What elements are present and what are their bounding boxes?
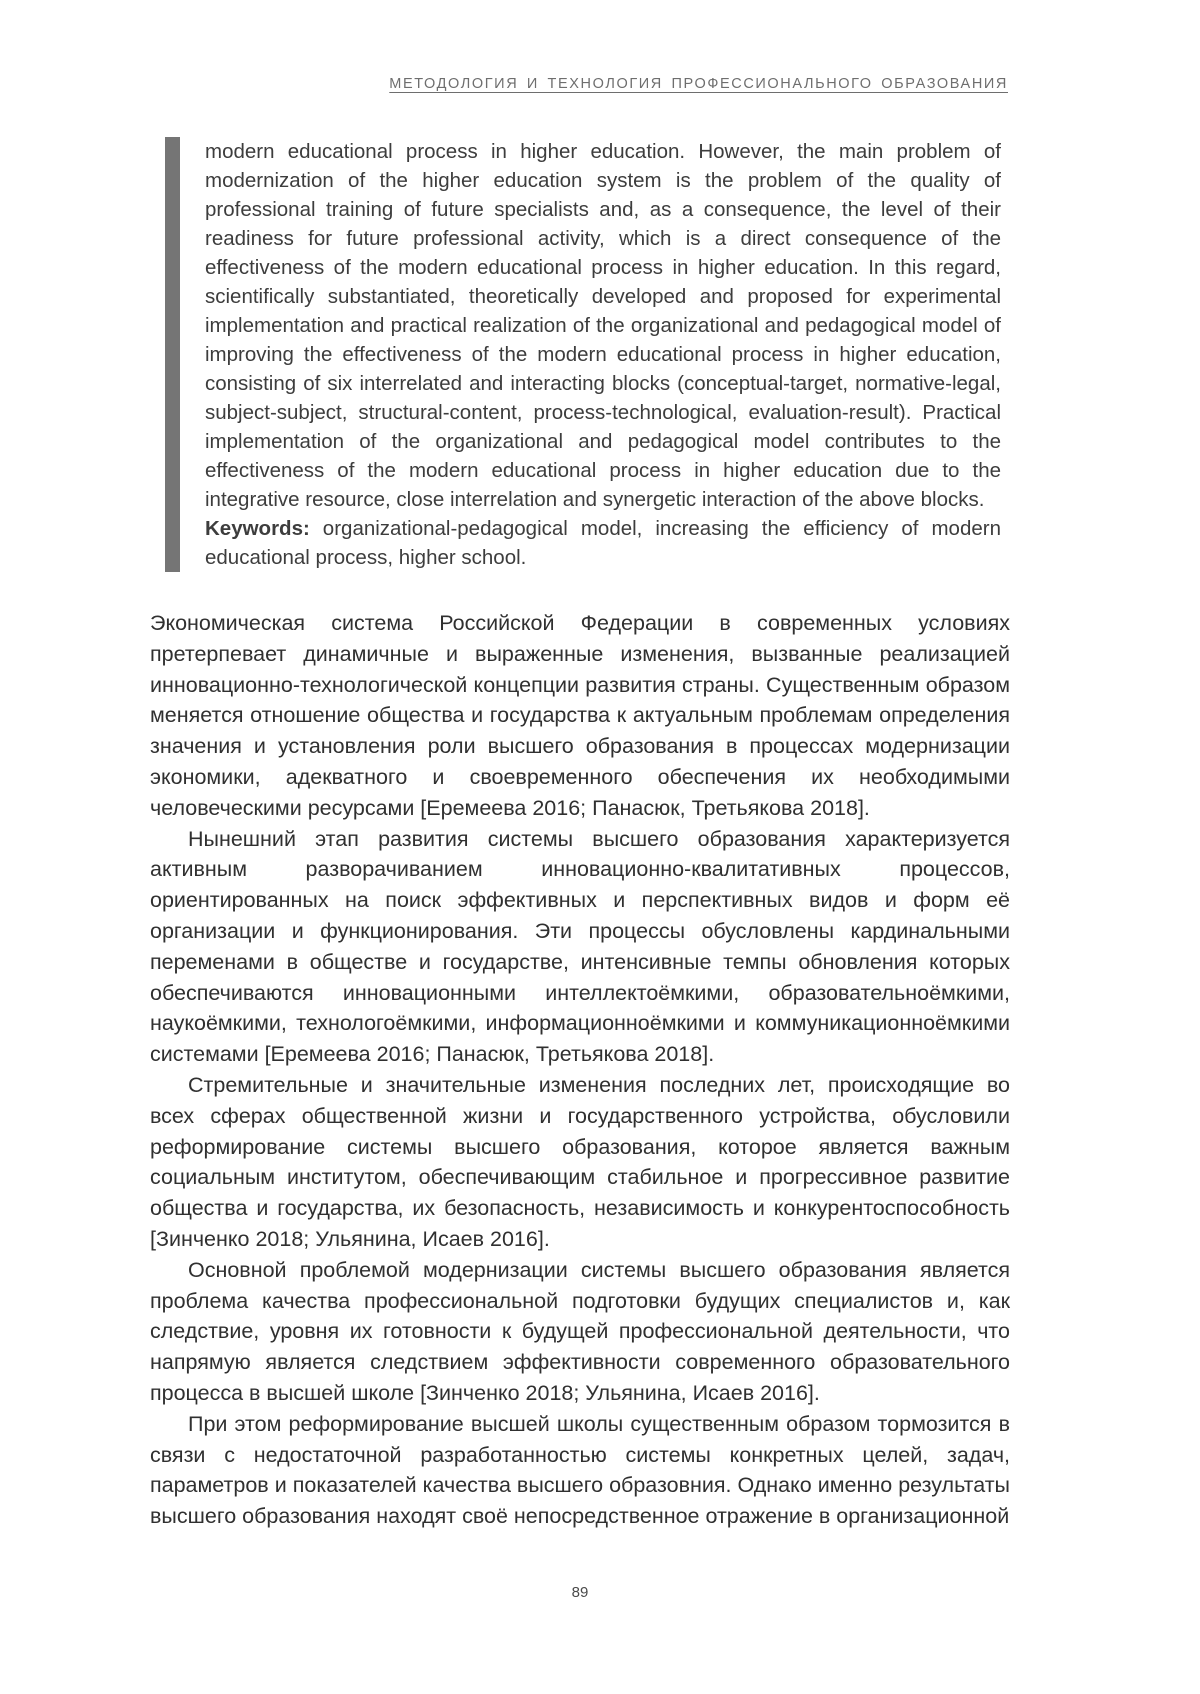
abstract-content [205,137,1001,572]
abstract-left-bar [165,137,180,572]
keywords-text: organizational-pedagogical model, increasing the efficiency of modern educational process, higher school. [205,517,1001,569]
keywords-label: Keywords: [205,517,310,540]
page-number: 89 [571,1584,589,1601]
body-paragraph: Экономическая система Российской Федерации в современных условиях претерпевает динамичные и выраженные изменения, вызванные реализацией инновационно-технологической концепции развития страны. Существенным образом меняется отношение общества и государства к актуальным проблемам определения значения и установления роли высшего образования в процессах модернизации экономики, адекватного и своевременного обеспечения их необходимыми человеческими ресурсами [Еремеева 2016; Панасюк, Третьякова 2018]. [150,611,1010,820]
body-paragraph: Стремительные и значительные изменения последних лет, происходящие во всех сферах общественной жизни и государственного устройства, обусловили реформирование системы высшего образования, которое является важным социальным институтом, обеспечивающим стабильное и прогрессивное развитие общества и государства, их безопасность, независимость и конкурентоспособность [Зинченко 2018; Ульянина, Исаев 2016]. [150,1072,1010,1251]
body-paragraph: При этом реформирование высшей школы существенным образом тормозится в связи с недостаточной разработанностью системы конкретных целей, задач, параметров и показателей качества высшего образовния. Однако именно результаты высшего образования находят своё непосредственное отражение в организационной [150,1411,1010,1529]
running-header: МЕТОДОЛОГИЯ И ТЕХНОЛОГИЯ ПРОФЕССИОНАЛЬНОГО ОБРАЗОВАНИЯ [389,76,1008,92]
body-paragraph: Основной проблемой модернизации системы высшего образования является проблема качества профессиональной подготовки будущих специалистов и, как следствие, уровня их готовности к будущей профессиональной деятельности, что напрямую является следствием эффективности современного образовательного процесса в высшей школе [Зинченко 2018; Ульянина, Исаев 2016]. [150,1257,1010,1405]
article-body [150,608,1010,1532]
keywords-line [205,514,1001,572]
abstract-text: modern educational process in higher education. However, the main problem of modernization of the higher education system is the problem of the quality of professional training of future specialists and, as a consequence, the level of their readiness for future professional activity, which is a direct consequence of the effectiveness of the modern educational process in higher education. In this regard, scientifically substantiated, theoretically developed and proposed for experimental implementation and practical realization of the organizational and pedagogical model of improving the effectiveness of the modern educational process in higher education, consisting of six interrelated and interacting blocks (conceptual-target, normative-legal, subject-subject, structural-content, process-technological, evaluation-result). Practical implementation of the organizational and pedagogical model contributes to the effectiveness of the modern educational process in higher education due to the integrative resource, close interrelation and synergetic interaction of the above blocks. [205,140,1001,511]
abstract-block [165,137,1001,572]
body-paragraph: Нынешний этап развития системы высшего образования характеризуется активным разворачиванием инновационно-квалитативных процессов, ориентированных на поиск эффективных и перспективных видов и форм её организации и функционирования. Эти процессы обусловлены кардинальными переменами в обществе и государстве, интенсивные темпы обновления которых обеспечиваются инновационными интеллектоёмкими, образовательноёмкими, наукоёмкими, технологоёмкими, информационноёмкими и коммуникационноёмкими системами [Еремеева 2016; Панасюк, Третьякова 2018]. [150,826,1010,1067]
